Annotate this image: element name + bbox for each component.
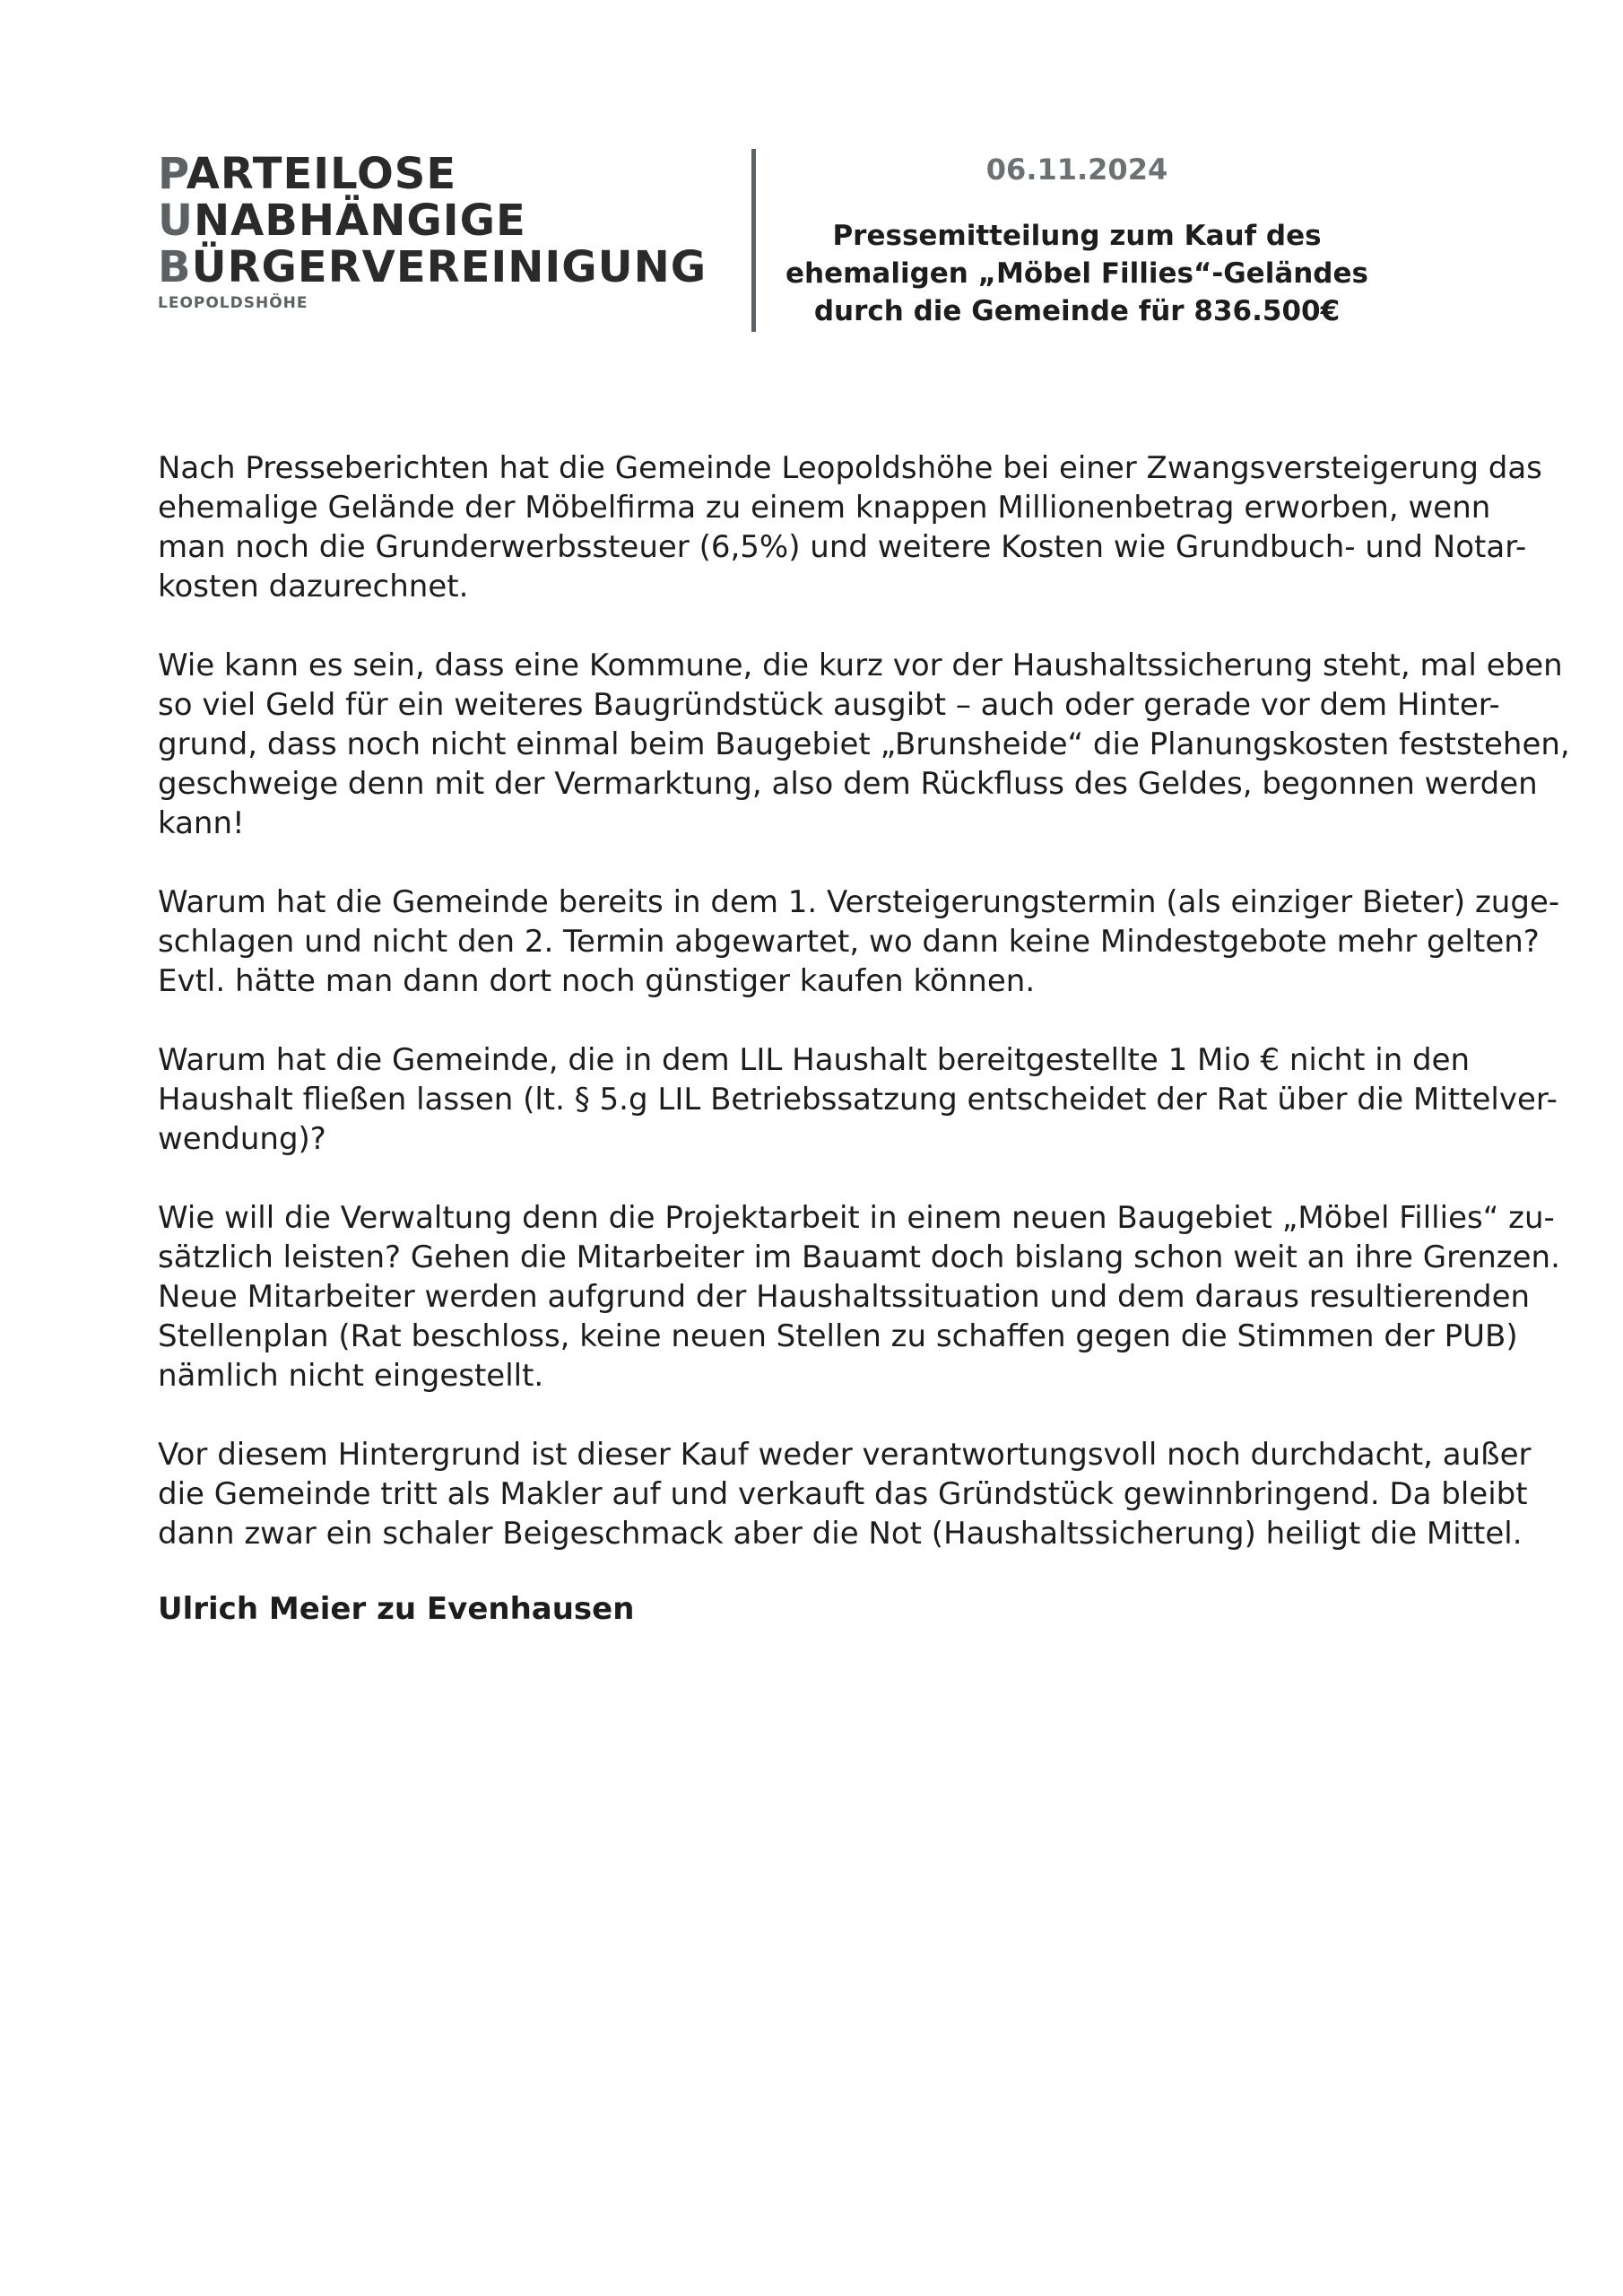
- text-line: so viel Geld für ein weiteres Baugründstück ausgibt – auch oder gerade vor dem Hinter-: [158, 687, 1500, 723]
- text-line: schlagen und nicht den 2. Termin abgewartet, wo dann keine Mindestgebote mehr gelten?: [158, 924, 1540, 960]
- text-line: Wie will die Verwaltung denn die Projektarbeit in einem neuen Baugebiet „Möbel Fillies“ zu-: [158, 1200, 1555, 1236]
- logo-line-3: BÜRGERVEREINIGUNG: [158, 242, 707, 292]
- logo-line-2: UNABHÄNGIGE: [158, 196, 526, 246]
- logo-line-1: PARTEILOSE: [158, 149, 457, 199]
- text-line: wendung)?: [158, 1121, 326, 1157]
- paragraph: [158, 883, 1560, 1001]
- text-line: kosten dazurechnet.: [158, 569, 469, 604]
- author-signature: Ulrich Meier zu Evenhausen: [158, 1591, 635, 1627]
- text-line: Stellenplan (Rat beschloss, keine neuen Stellen zu schaffen gegen die Stimmen der PUB): [158, 1318, 1518, 1354]
- text-line: Evtl. hätte man dann dort noch günstiger kaufen können.: [158, 963, 1036, 999]
- release-title: [785, 217, 1368, 330]
- text-line: die Gemeinde tritt als Makler auf und verkauft das Gründstück gewinnbringend. Da bleibt: [158, 1476, 1528, 1512]
- paragraph: [158, 1198, 1560, 1396]
- paragraph: [158, 1040, 1558, 1159]
- text-line: Vor diesem Hintergrund ist dieser Kauf weder verantwortungsvoll noch durchdacht, außer: [158, 1437, 1532, 1473]
- text-line: man noch die Grunderwerbssteuer (6,5%) und weitere Kosten wie Grundbuch- und Notar-: [158, 529, 1527, 565]
- text-line: Warum hat die Gemeinde, die in dem LIL Haushalt bereitgestellte 1 Mio € nicht in den: [158, 1042, 1471, 1078]
- text-line: Nach Presseberichten hat die Gemeinde Leopoldshöhe bei einer Zwangsversteigerung das: [158, 450, 1542, 486]
- release-body: [158, 448, 1570, 1629]
- text-line: sätzlich leisten? Gehen die Mitarbeiter im Bauamt doch bislang schon weit an ihre Grenzen.: [158, 1239, 1560, 1275]
- text-line: Wie kann es sein, dass eine Kommune, die kurz vor der Haushaltssicherung steht, mal eben: [158, 648, 1563, 683]
- letterhead: [158, 144, 1413, 341]
- paragraph: [158, 646, 1570, 843]
- release-date: 06.11.2024: [985, 152, 1168, 187]
- release-title-line: durch die Gemeinde für 836.500€: [813, 295, 1341, 327]
- text-line: Neue Mitarbeiter werden aufgrund der Haushaltssituation und dem daraus resultierenden: [158, 1279, 1531, 1315]
- text-line: Haushalt fließen lassen (lt. § 5.g LIL Betriebssatzung entscheidet der Rat über die Mittelver-: [158, 1082, 1558, 1118]
- paragraph: [158, 448, 1542, 606]
- logo-subtitle: LEOPOLDSHÖHE: [158, 294, 308, 312]
- text-line: grund, dass noch nicht einmal beim Baugebiet „Brunsheide“ die Planungskosten feststehen,: [158, 726, 1570, 762]
- paragraph: [158, 1435, 1532, 1553]
- text-line: geschweige denn mit der Vermarktung, also dem Rückfluss des Geldes, begonnen werden: [158, 766, 1538, 802]
- text-line: Warum hat die Gemeinde bereits in dem 1. Versteigerungstermin (als einziger Bieter) zuge-: [158, 884, 1560, 920]
- text-line: dann zwar ein schaler Beigeschmack aber die Not (Haushaltssicherung) heiligt die Mittel.: [158, 1516, 1523, 1552]
- party-logo: [158, 151, 741, 312]
- text-line: ehemalige Gelände der Möbelfirma zu einem knappen Millionenbetrag erworben, wenn: [158, 490, 1491, 526]
- release-title-line: ehemaligen „Möbel Fillies“-Geländes: [785, 257, 1368, 290]
- release-title-line: Pressemitteilung zum Kauf des: [832, 220, 1322, 252]
- text-line: kann!: [158, 805, 245, 841]
- header-divider: [751, 149, 756, 332]
- header-info: [785, 144, 1368, 330]
- text-line: nämlich nicht eingestellt.: [158, 1358, 544, 1394]
